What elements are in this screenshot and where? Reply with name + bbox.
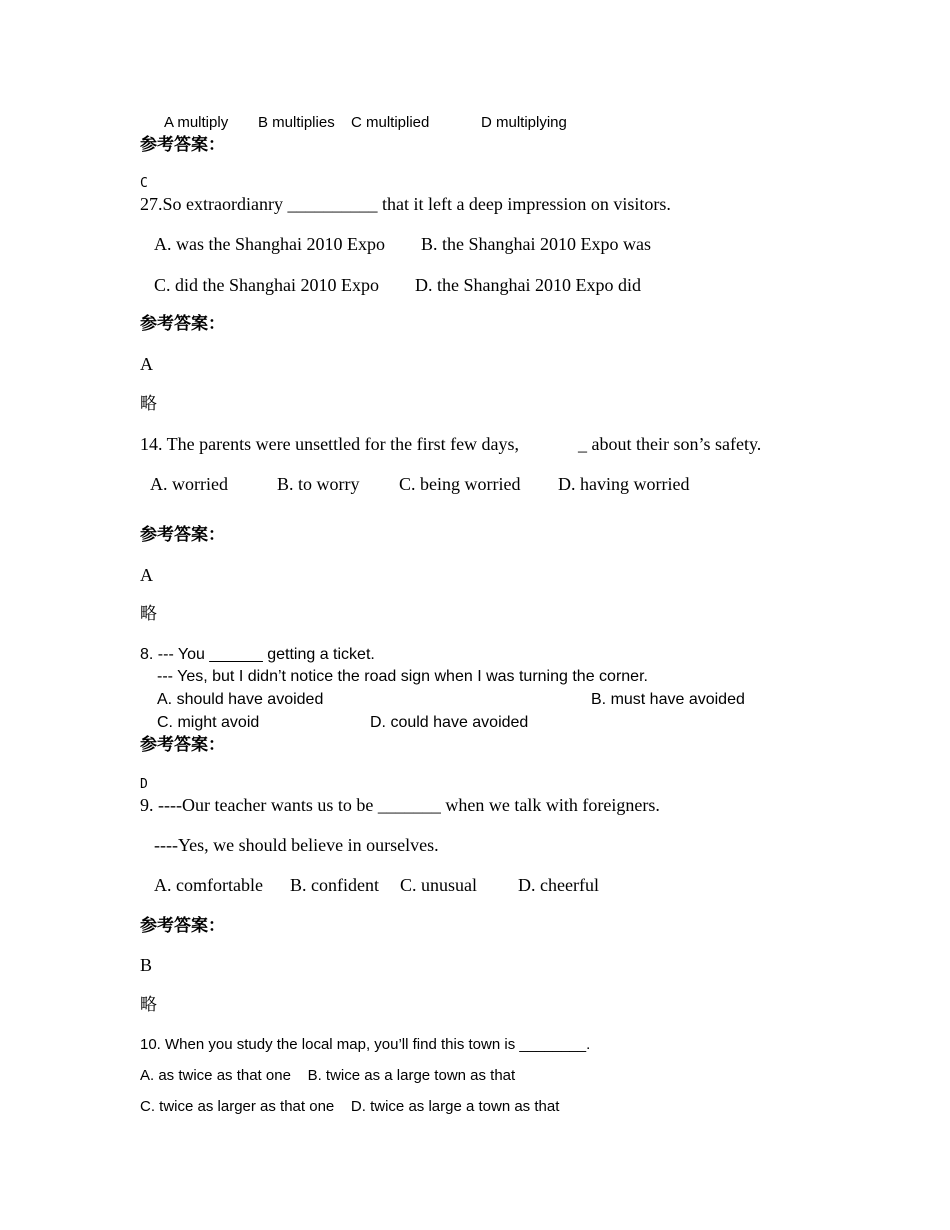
q27-option-c: C. did the Shanghai 2010 Expo <box>154 275 379 295</box>
q10-options-ab: A. as twice as that one B. twice as a large town as that <box>140 1067 516 1084</box>
q9-answer-label: 参考答案： <box>140 916 225 936</box>
q8-reply: --- Yes, but I didn’t notice the road sign when I was turning the corner. <box>157 668 648 685</box>
q9-note: 略 <box>140 995 157 1015</box>
q14-option-b: B. to worry <box>277 474 360 494</box>
q8-answer-label: 参考答案： <box>140 735 225 755</box>
q14-option-a: A. worried <box>150 474 228 494</box>
q9-option-c: C. unusual <box>400 875 478 895</box>
q8-stem: 8. --- You ______ getting a ticket. <box>140 646 375 663</box>
q10-options-cd: C. twice as larger as that one D. twice as large a town as that <box>140 1098 560 1115</box>
q27-answer: A <box>140 354 153 374</box>
q26-option-d: D multiplying <box>481 114 567 131</box>
q27-stem: 27.So extraordianry __________ that it left a deep impression on visitors. <box>140 194 671 214</box>
q9-reply: ----Yes, we should believe in ourselves. <box>154 835 439 855</box>
q9-stem: 9. ----Our teacher wants us to be _______ when we talk with foreigners. <box>140 795 660 815</box>
q14-note: 略 <box>140 604 157 624</box>
q27-option-d: D. the Shanghai 2010 Expo did <box>415 275 641 295</box>
q10-stem: 10. When you study the local map, you’ll find this town is ________. <box>140 1036 591 1053</box>
q8-option-b: B. must have avoided <box>591 691 745 708</box>
q26-answer-label: 参考答案： <box>140 135 225 155</box>
q14-answer: A <box>140 565 153 585</box>
q14-option-d: D. having worried <box>558 474 690 494</box>
q8-option-a: A. should have avoided <box>157 691 324 708</box>
q14-option-c: C. being worried <box>399 474 521 494</box>
q9-answer: B <box>140 955 153 975</box>
q27-answer-label: 参考答案： <box>140 314 225 334</box>
q26-option-a: A multiply <box>164 114 229 131</box>
q26-option-c: C multiplied <box>351 114 430 131</box>
q14-stem-end: _ about their son’s safety. <box>578 434 762 454</box>
q14-stem-start: 14. The parents were unsettled for the first few days, <box>140 434 520 454</box>
q8-option-d: D. could have avoided <box>370 714 529 731</box>
q26-option-b: B multiplies <box>258 114 335 131</box>
q27-option-a: A. was the Shanghai 2010 Expo <box>154 234 385 254</box>
q27-option-b: B. the Shanghai 2010 Expo was <box>421 234 651 254</box>
q9-option-a: A. comfortable <box>154 875 263 895</box>
q9-option-b: B. confident <box>290 875 379 895</box>
q8-answer: D <box>140 777 148 792</box>
q9-option-d: D. cheerful <box>518 875 599 895</box>
q27-note: 略 <box>140 394 157 414</box>
q14-answer-label: 参考答案： <box>140 525 225 545</box>
q8-option-c: C. might avoid <box>157 714 260 731</box>
q26-answer: C <box>140 176 148 191</box>
